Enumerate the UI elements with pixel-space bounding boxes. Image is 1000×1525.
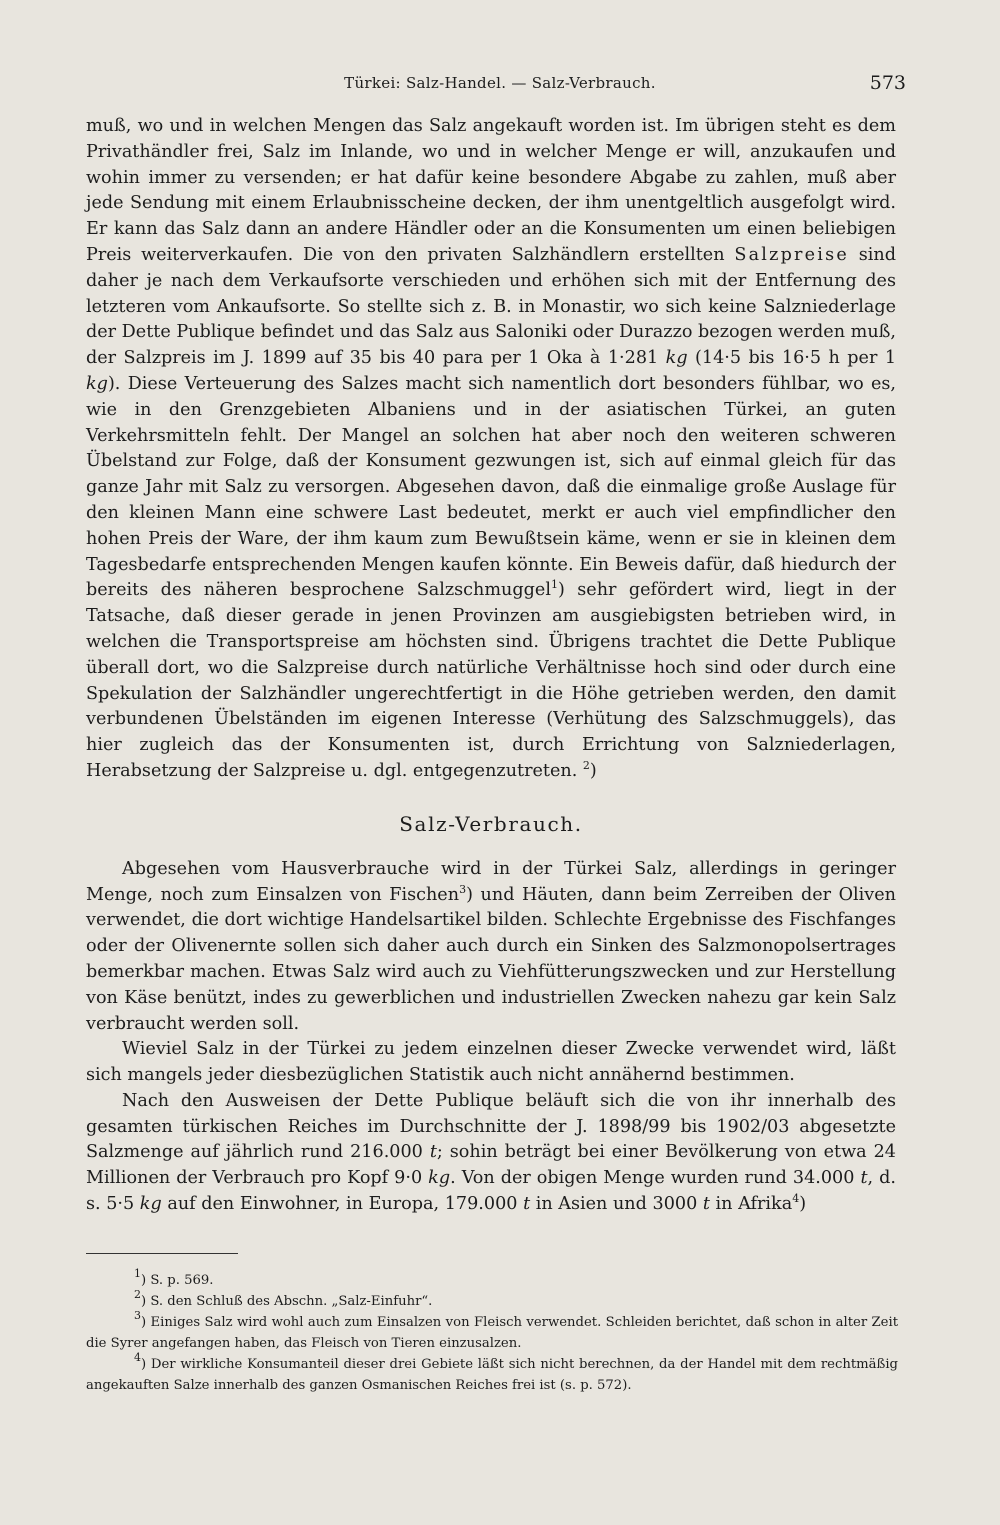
footnote-2 <box>86 1288 898 1312</box>
paragraph-consumption <box>86 1089 896 1218</box>
footnote-ref: 1 <box>550 578 558 592</box>
footnote-3 <box>86 1309 898 1354</box>
text-run: Nach den Ausweisen der Dette Publique beläuft sich die von ihr innerhalb des gesamten türkischen Reiches im Durchschnitte der J. 1898/99 bis 1902/03 abgesetzte Salzmenge auf jährlich rund 216.000 <box>86 1090 896 1163</box>
running-header <box>86 74 914 98</box>
footnote-ref: 2 <box>582 758 590 772</box>
unit-t: t <box>429 1142 437 1163</box>
text-run: ) <box>799 1194 807 1215</box>
footnote-text: ) S. den Schluß des Abschn. „Salz-Einfuhr“. <box>141 1294 433 1309</box>
paragraph-uses <box>86 857 896 1038</box>
footnote-1 <box>86 1267 898 1291</box>
footnote-text: ) Der wirkliche Konsumanteil dieser drei Gebiete läßt sich nicht berechnen, da der Handel mit dem rechtmäßig angekauften Salze innerhalb des ganzen Osmanischen Reiches frei ist (s. p. 572). <box>86 1357 898 1393</box>
footnote-ref: 3 <box>459 882 467 896</box>
unit-kg: kg <box>139 1194 162 1215</box>
text-run: ) und Häuten, dann beim Zerreiben der Oliven verwendet, die dort wichtige Handelsartikel bilden. Schlechte Ergebnisse des Fischfanges oder der Olivenernte sollen sich daher auch durch ein Sinken des Salzmonopolsertrages bemerkbar machen. Etwas Salz wird auch zu Viehfütterungszwecken und zur Herstellung von Käse benützt, indes zu gewerblichen und industriellen Zwecken nahezu gar kein Salz verbraucht werden soll. <box>86 884 896 1034</box>
text-run: (14·5 bis 16·5 h per 1 <box>687 348 897 369</box>
unit-t: t <box>702 1194 710 1215</box>
footnote-4 <box>86 1351 898 1396</box>
footnote-mark: 1 <box>134 1267 141 1280</box>
footnote-mark: 3 <box>134 1309 141 1322</box>
unit-t: t <box>860 1168 868 1189</box>
unit-kg: kg <box>86 373 108 394</box>
text-run: . Von der obigen Menge wurden rund 34.000 <box>450 1168 861 1189</box>
spaced-term: Salzpreise <box>734 244 849 265</box>
text-run: sind daher je nach dem Verkaufsorte verschieden und erhöhen sich mit der Entfernung des letzteren vom Ankaufsorte. So stellte sich z. B. in Monastir, wo sich keine Salzniederlage der Dette Publique befindet und das Salz aus Saloniki oder Durazzo bezogen werden muß, der Salzpreis im J. 1899 auf 35 bis 40 para per 1 Oka à 1·281 <box>86 244 896 369</box>
text-run: ) sehr gefördert wird, liegt in der Tatsache, daß dieser gerade in jenen Provinzen am ausgiebigsten betrieben wird, in welchen die Transportspreise am höchsten sind. Übrigens trachtet die Dette Publique überall dort, wo die Salzpreise durch natürliche Verhältnisse hoch sind oder durch eine Spekulation der Salzhändler ungerechtfertigt in die Höhe getrieben werden, den damit verbundenen Übelständen im eigenen Interesse (Verhütung des Salzschmuggels), das hier zugleich das der Konsumenten ist, durch Errichtung von Salzniederlagen, Herabsetzung der Salzpreise u. dgl. entgegenzutreten. <box>86 580 896 781</box>
body-text <box>86 114 896 1218</box>
footnote-divider <box>86 1253 238 1254</box>
text-run: in Afrika <box>709 1194 793 1215</box>
paragraph-statistics: Wieviel Salz in der Türkei zu jedem einzelnen dieser Zwecke verwendet wird, läßt sich mangels jeder diesbezüglichen Statistik auch nicht annähernd bestimmen. <box>86 1039 896 1086</box>
footnote-ref: 4 <box>792 1192 800 1206</box>
header-title: Türkei: Salz-Handel. — Salz-Verbrauch. <box>344 74 656 92</box>
text-run: ; sohin beträgt bei einer Bevölkerung von etwa 24 Millionen der Verbrauch pro Kopf 9·0 <box>86 1142 896 1189</box>
text-run: muß, wo und in welchen Mengen das Salz angekauft worden ist. Im übrigen steht es dem Privathändler frei, Salz im Inlande, wo und in welcher Menge er will, anzukaufen und wohin immer zu versenden; er hat dafür keine besondere Abgabe zu zahlen, muß aber jede Sendung mit einem Erlaubnisscheine decken, der ihm unentgeltlich ausgefolgt wird. Er kann das Salz dann an andere Händler oder an die Konsumenten um einen beliebigen Preis weiterverkaufen. Die von den privaten Salzhändlern erstellten <box>86 116 896 265</box>
text-run: in Asien und 3000 <box>530 1194 703 1215</box>
unit-kg: kg <box>665 348 688 369</box>
unit-t: t <box>523 1194 531 1215</box>
section-heading: Salz-Verbrauch. <box>399 811 583 836</box>
footnote-text: ) S. p. 569. <box>141 1273 214 1288</box>
text-run: ). Diese Verteuerung des Salzes macht sich namentlich dort besonders fühlbar, wo es, wie in den Grenzgebieten Albaniens und in der asiatischen Türkei, an guten Verkehrsmitteln fehlt. Der Mangel an solchen hat aber noch den weiteren schweren Übelstand zur Folge, daß der Konsument gezwungen ist, sich auf einmal gleich für das ganze Jahr mit Salz zu versorgen. Abgesehen davon, daß die einmalige große Auslage für den kleinen Mann eine schwere Last bedeutet, merkt er auch viel empfindlicher den hohen Preis der Ware, der ihm kaum zum Bewußtsein käme, wenn er sie in kleinen dem Tagesbedarfe entsprechenden Mengen kaufen könnte. Ein Beweis dafür, daß hiedurch der bereits des näheren besprochene Salzschmuggel <box>86 373 896 601</box>
footnote-text: ) Einiges Salz wird wohl auch zum Einsalzen von Fleisch verwendet. Schleiden berichtet, daß schon in alter Zeit die Syrer angefangen haben, das Fleisch von Tieren einzusalzen. <box>86 1315 898 1351</box>
footnotes <box>86 1267 898 1396</box>
text-run: ) <box>589 760 597 781</box>
footnote-mark: 2 <box>134 1288 141 1301</box>
unit-kg: kg <box>428 1168 451 1189</box>
text-run: , d. s. 5·5 <box>86 1168 896 1215</box>
paragraph-salt-trade <box>86 114 896 785</box>
footnote-mark: 4 <box>134 1351 141 1364</box>
text-run: auf den Einwohner, in Europa, 179.000 <box>161 1194 524 1215</box>
page-number: 573 <box>869 72 906 94</box>
text-run: Abgesehen vom Hausverbrauche wird in der Türkei Salz, allerdings in geringer Menge, noch zum Einsalzen von Fischen <box>86 858 896 905</box>
